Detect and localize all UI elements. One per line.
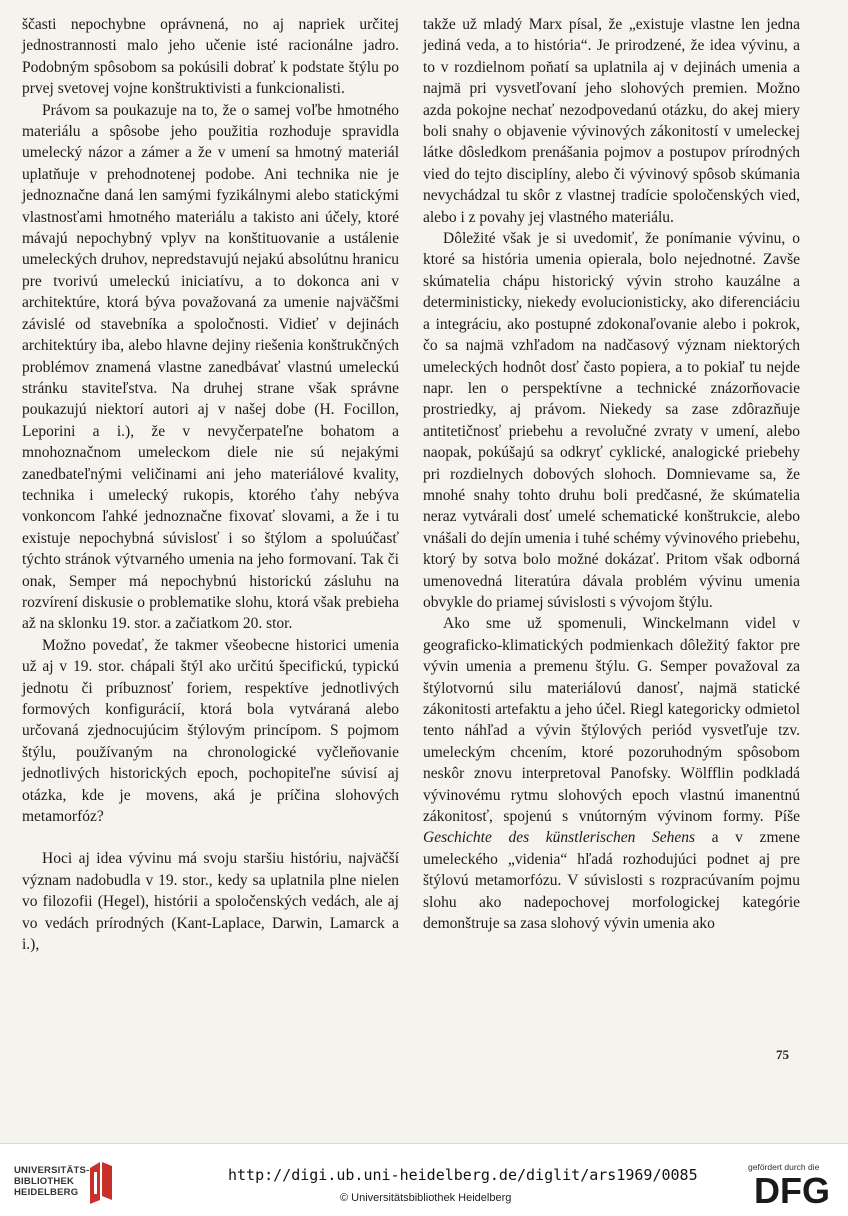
dfg-logo-icon[interactable] xyxy=(752,1170,834,1206)
left-column xyxy=(22,14,399,955)
paragraph: ščasti nepochybne oprávnená, no aj napriek určitej jednostrannosti malo jeho učenie isté racionálne jadro. Podobným spôsobom sa pokúsili dobrať k podstate štýlu po prvej svetovej vojne konštruktivisti a funkcionalisti. xyxy=(22,16,399,98)
right-column xyxy=(423,14,800,934)
library-logo-text[interactable] xyxy=(14,1165,89,1198)
paragraph: Hoci aj idea vývinu má svoju staršiu históriu, najväčší význam nadobudla v 19. stor., kedy sa uplatnila plne nielen vo filozofii (Hegel), histórii a spoločenských vedách, ale aj vo vedách prírodných (Kant-Laplace, Darwin, Lamarck a i.), xyxy=(22,850,399,954)
library-name-line: UNIVERSITÄTS- xyxy=(14,1165,90,1176)
library-logo-icon xyxy=(86,1160,116,1204)
paragraph: Právom sa poukazuje na to, že o samej voľbe hmotného materiálu a spôsobe jeho použitia rozhoduje spravidla umelecký názor a zámer a že v umení sa hmotný materiál uplatňuje v prehodnotenej podobe. Ani technika nie je jednoznačne daná len samými fyzikálnymi alebo statickými vlastnosťami hmotného materiálu a takisto ani účely, ktoré mávajú nepochybný vplyv na konštituovanie a ustálenie umeleckých druhov, nepredstavujú nejakú absolútnu hranicu pre tvorivú umeleckú iniciatívu, a to dokonca ani v architektúre, ktorá býva považovaná za umenie najväčšmi závislé od stavebníka a spoločnosti. Vidieť v dejinách architektúry iba, alebo hlavne dejiny riešenia konštrukčných problémov znamená vlastne zanedbávať vlastnú umeleckú stránku staviteľstva. Na druhej strane však správne poukazujú niektorí autori aj v našej dobe (H. Focillon, Leporini a i.), že v nevyčerpateľne bohatom a mnohoznačnom umeleckom diele nie sú nejakými zanedbateľnými veličinami ani jeho materiálové kvality, technika i umelecký rukopis, ktorého ťahy nebýva vonkoncom ľahké jednoznačne fixovať slovami, a že i tu existuje nepochybná súvislosť i so štýlom a spoluúčasť týchto stránok výtvarného umenia na jeho formovaní. Tak či onak, Semper má nepochybnú historickú zásluhu na rozvírení diskusie o problematike slohu, ktorá však prebieha až na sklonku 19. stor. a začiatkom 20. stor. xyxy=(22,101,399,633)
funding-caption: gefördert durch die xyxy=(748,1162,820,1172)
paragraph: Dôležité však je si uvedomiť, že ponímanie vývinu, o ktoré sa história umenia opierala, bolo nejednotné. Zavše skúmatelia chápu historický vývin stroho kauzálne a deterministicky, niekedy evolucionisticky, ako diferenciáciu a integráciu, ako postupné zdokonaľovanie alebo i pokrok, čo sa najmä vzhľadom na nadčasový význam niektorých umeleckých hodnôt dosť často popiera, a to pokiaľ tu nejde napr. len o perspektívne a technické znázorňovacie prostriedky, aj právom. Niekedy sa zase zdôrazňuje antitetičnosť priebehu a revolučné zvraty v umení, alebo naopak, pokúšajú sa odkryť cyklické, analogické priebehy pri rozdielnych dobových slohoch. Domnievame sa, že mnohé snahy tohto druhu boli predčasné, že skúmatelia neraz vytvárali dosť umelé schematické konštrukcie, alebo vnášali do dejín umenia i tuhé schémy vývinového priebehu, ktorý by sotva bolo možné dokázať. Pritom však odborná umenovedná literatúra dávala problém vývinu umenia obvykle do priamej súvislosti s vývojom štýlu. xyxy=(423,230,800,611)
page-number: 75 xyxy=(776,1047,789,1062)
paragraph: takže už mladý Marx písal, že „existuje vlastne len jedna jediná veda, a to história“. Je prirodzené, že idea vývinu, a to v rozdielnom poňatí sa uplatnila aj v dejinách umenia a najmä pri vysvetľovaní jeho slohových premien. Možno azda pokojne nechať nezodpovedanú otázku, do akej miery boli snahy o objavenie vývinových zákonitostí v umeleckej látke dôsledkom prenášania pojmov a postupov prírodných vied do tejto disciplíny, alebo či vývinový spôsob skúmania nevychádzal tu skôr z vlastnej tradície spoločenských vied, alebo i z povahy jej vlastného materiálu. xyxy=(423,16,800,226)
library-name-line: BIBLIOTHEK xyxy=(14,1176,75,1187)
paragraph-text: Ako sme už spomenuli, Winckelmann videl v geograficko-klimatických podmienkach dôležitý faktor pre vývin umenia a premenu štýlu. G. Semper považoval za štýlotvornú silu materiálovú danosť, najmä statické zákonitosti artefaktu a jeho účel. Riegl kategoricky odmietol tento náhľad a vývin štýlových periód vysvetľuje tzv. umeleckým chcením, ktoré pozoruhodným spôsobom neskôr znovu interpretoval Panofsky. Wölfflin podkladá vývinovému rytmu slohových epoch vlastnú imanentnú zákonitosť, spojenú s vnútorným vývinom formy. Píše xyxy=(423,615,800,826)
paragraph-text: a v zmene umeleckého „videnia“ hľadá rozhodujúci podnet aj pre štýlovú metamorfózu. V súvislosti s rozpracúvaním pojmu slohu ako nadepochovej morfologickej kategórie demonštruje sa zasa slohový vývin umenia ako xyxy=(423,829,801,933)
dfg-logo-text: DFG xyxy=(754,1170,830,1206)
paragraph xyxy=(423,613,800,934)
library-name-line: HEIDELBERG xyxy=(14,1187,79,1198)
copyright-notice: © Universitätsbibliothek Heidelberg xyxy=(340,1192,512,1204)
book-title: Geschichte des künstlerischen Sehens xyxy=(423,829,696,847)
permalink-url[interactable]: http://digi.ub.uni-heidelberg.de/diglit/ars1969/0085 xyxy=(228,1166,698,1184)
paragraph: Možno povedať, že takmer všeobecne historici umenia už aj v 19. stor. chápali štýl ako určitú špecifickú, typickú jednotu či príbuznosť foriem, respektíve jednotlivých formových konfigurácií, ktorá bola vytváraná alebo určovaná zjednocujúcim štýlovým princípom. S pojmom štýlu, používaným na chronologické vyčleňovanie jednotlivých historických epoch, pochopiteľne súvisí aj otázka, kde je movens, aká je príčina slohových metamorfóz? xyxy=(22,636,399,826)
